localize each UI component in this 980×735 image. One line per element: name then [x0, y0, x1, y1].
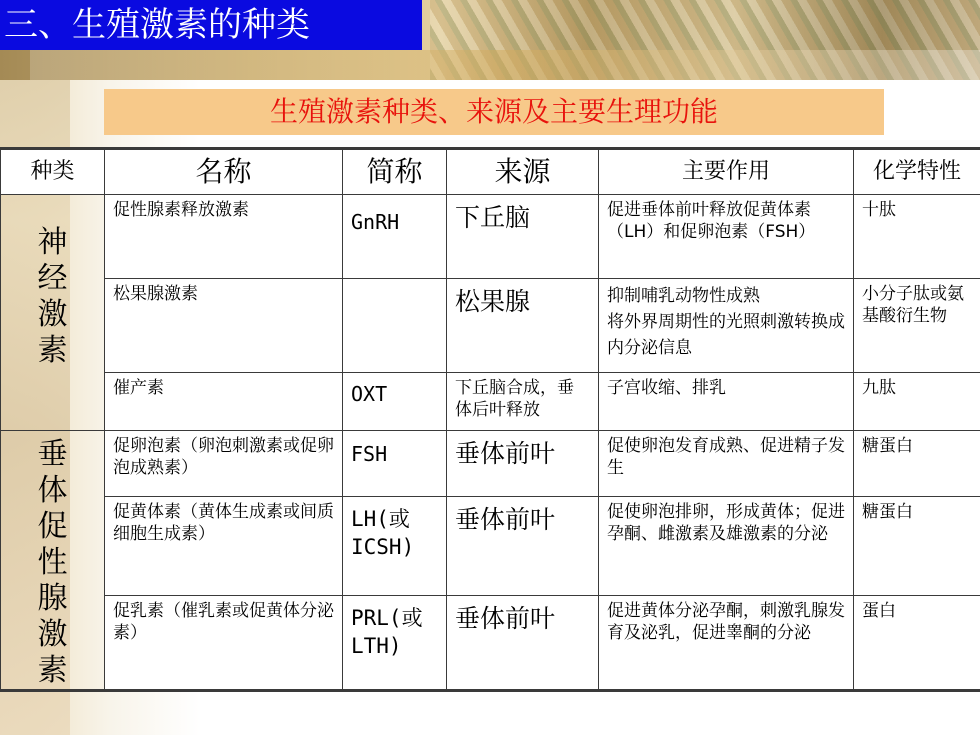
hormone-table [0, 147, 980, 692]
abbr-cell: FSH [343, 431, 447, 497]
category-cell-pituitary [1, 431, 105, 691]
category-label: 神经激素 [37, 225, 68, 368]
chemistry-cell: 糖蛋白 [854, 431, 980, 497]
header-abbr: 简称 [343, 149, 447, 195]
abbr-cell: PRL(或LTH) [343, 596, 447, 691]
function-cell: 子宫收缩、排乳 [599, 373, 854, 431]
name-cell: 促性腺素释放激素 [105, 195, 343, 279]
function-cell: 促进垂体前叶释放促黄体素（LH）和促卵泡素（FSH） [599, 195, 854, 279]
header-chemistry: 化学特性 [854, 149, 980, 195]
function-cell: 促使卵泡排卵，形成黄体；促进孕酮、雌激素及雄激素的分泌 [599, 497, 854, 596]
category-label: 垂体促性腺激素 [37, 437, 68, 688]
table-row [1, 431, 980, 497]
name-cell: 促黄体素（黄体生成素或间质细胞生成素） [105, 497, 343, 596]
table-row [1, 497, 980, 596]
chemistry-cell: 蛋白 [854, 596, 980, 691]
source-cell: 下丘脑 [447, 195, 599, 279]
table-subtitle: 生殖激素种类、来源及主要生理功能 [104, 89, 884, 135]
name-cell: 松果腺激素 [105, 279, 343, 373]
chemistry-cell: 糖蛋白 [854, 497, 980, 596]
name-cell: 促乳素（催乳素或促黄体分泌素） [105, 596, 343, 691]
chemistry-cell: 小分子肽或氨基酸衍生物 [854, 279, 980, 373]
header-name: 名称 [105, 149, 343, 195]
table-row [1, 279, 980, 373]
abbr-cell: OXT [343, 373, 447, 431]
header-function: 主要作用 [599, 149, 854, 195]
abbr-cell: GnRH [343, 195, 447, 279]
name-cell: 促卵泡素（卵泡刺激素或促卵泡成熟素） [105, 431, 343, 497]
function-cell: 促使卵泡发育成熟、促进精子发生 [599, 431, 854, 497]
header-category: 种类 [1, 149, 105, 195]
table-row [1, 596, 980, 691]
slide-title: 三、生殖激素的种类 [0, 0, 422, 50]
category-cell-neuro [1, 195, 105, 431]
banner-texture-strip [30, 50, 980, 80]
table-header-row [1, 149, 980, 195]
chemistry-cell: 十肽 [854, 195, 980, 279]
header-source: 来源 [447, 149, 599, 195]
source-cell: 松果腺 [447, 279, 599, 373]
name-cell: 催产素 [105, 373, 343, 431]
source-cell: 垂体前叶 [447, 497, 599, 596]
source-cell: 下丘脑合成，垂体后叶释放 [447, 373, 599, 431]
source-cell: 垂体前叶 [447, 596, 599, 691]
chemistry-cell: 九肽 [854, 373, 980, 431]
abbr-cell: LH(或ICSH) [343, 497, 447, 596]
source-cell: 垂体前叶 [447, 431, 599, 497]
function-cell: 促进黄体分泌孕酮，刺激乳腺发育及泌乳，促进睾酮的分泌 [599, 596, 854, 691]
table-row [1, 373, 980, 431]
function-cell: 抑制哺乳动物性成熟 将外界周期性的光照刺激转换成内分泌信息 [599, 279, 854, 373]
table-row [1, 195, 980, 279]
abbr-cell [343, 279, 447, 373]
